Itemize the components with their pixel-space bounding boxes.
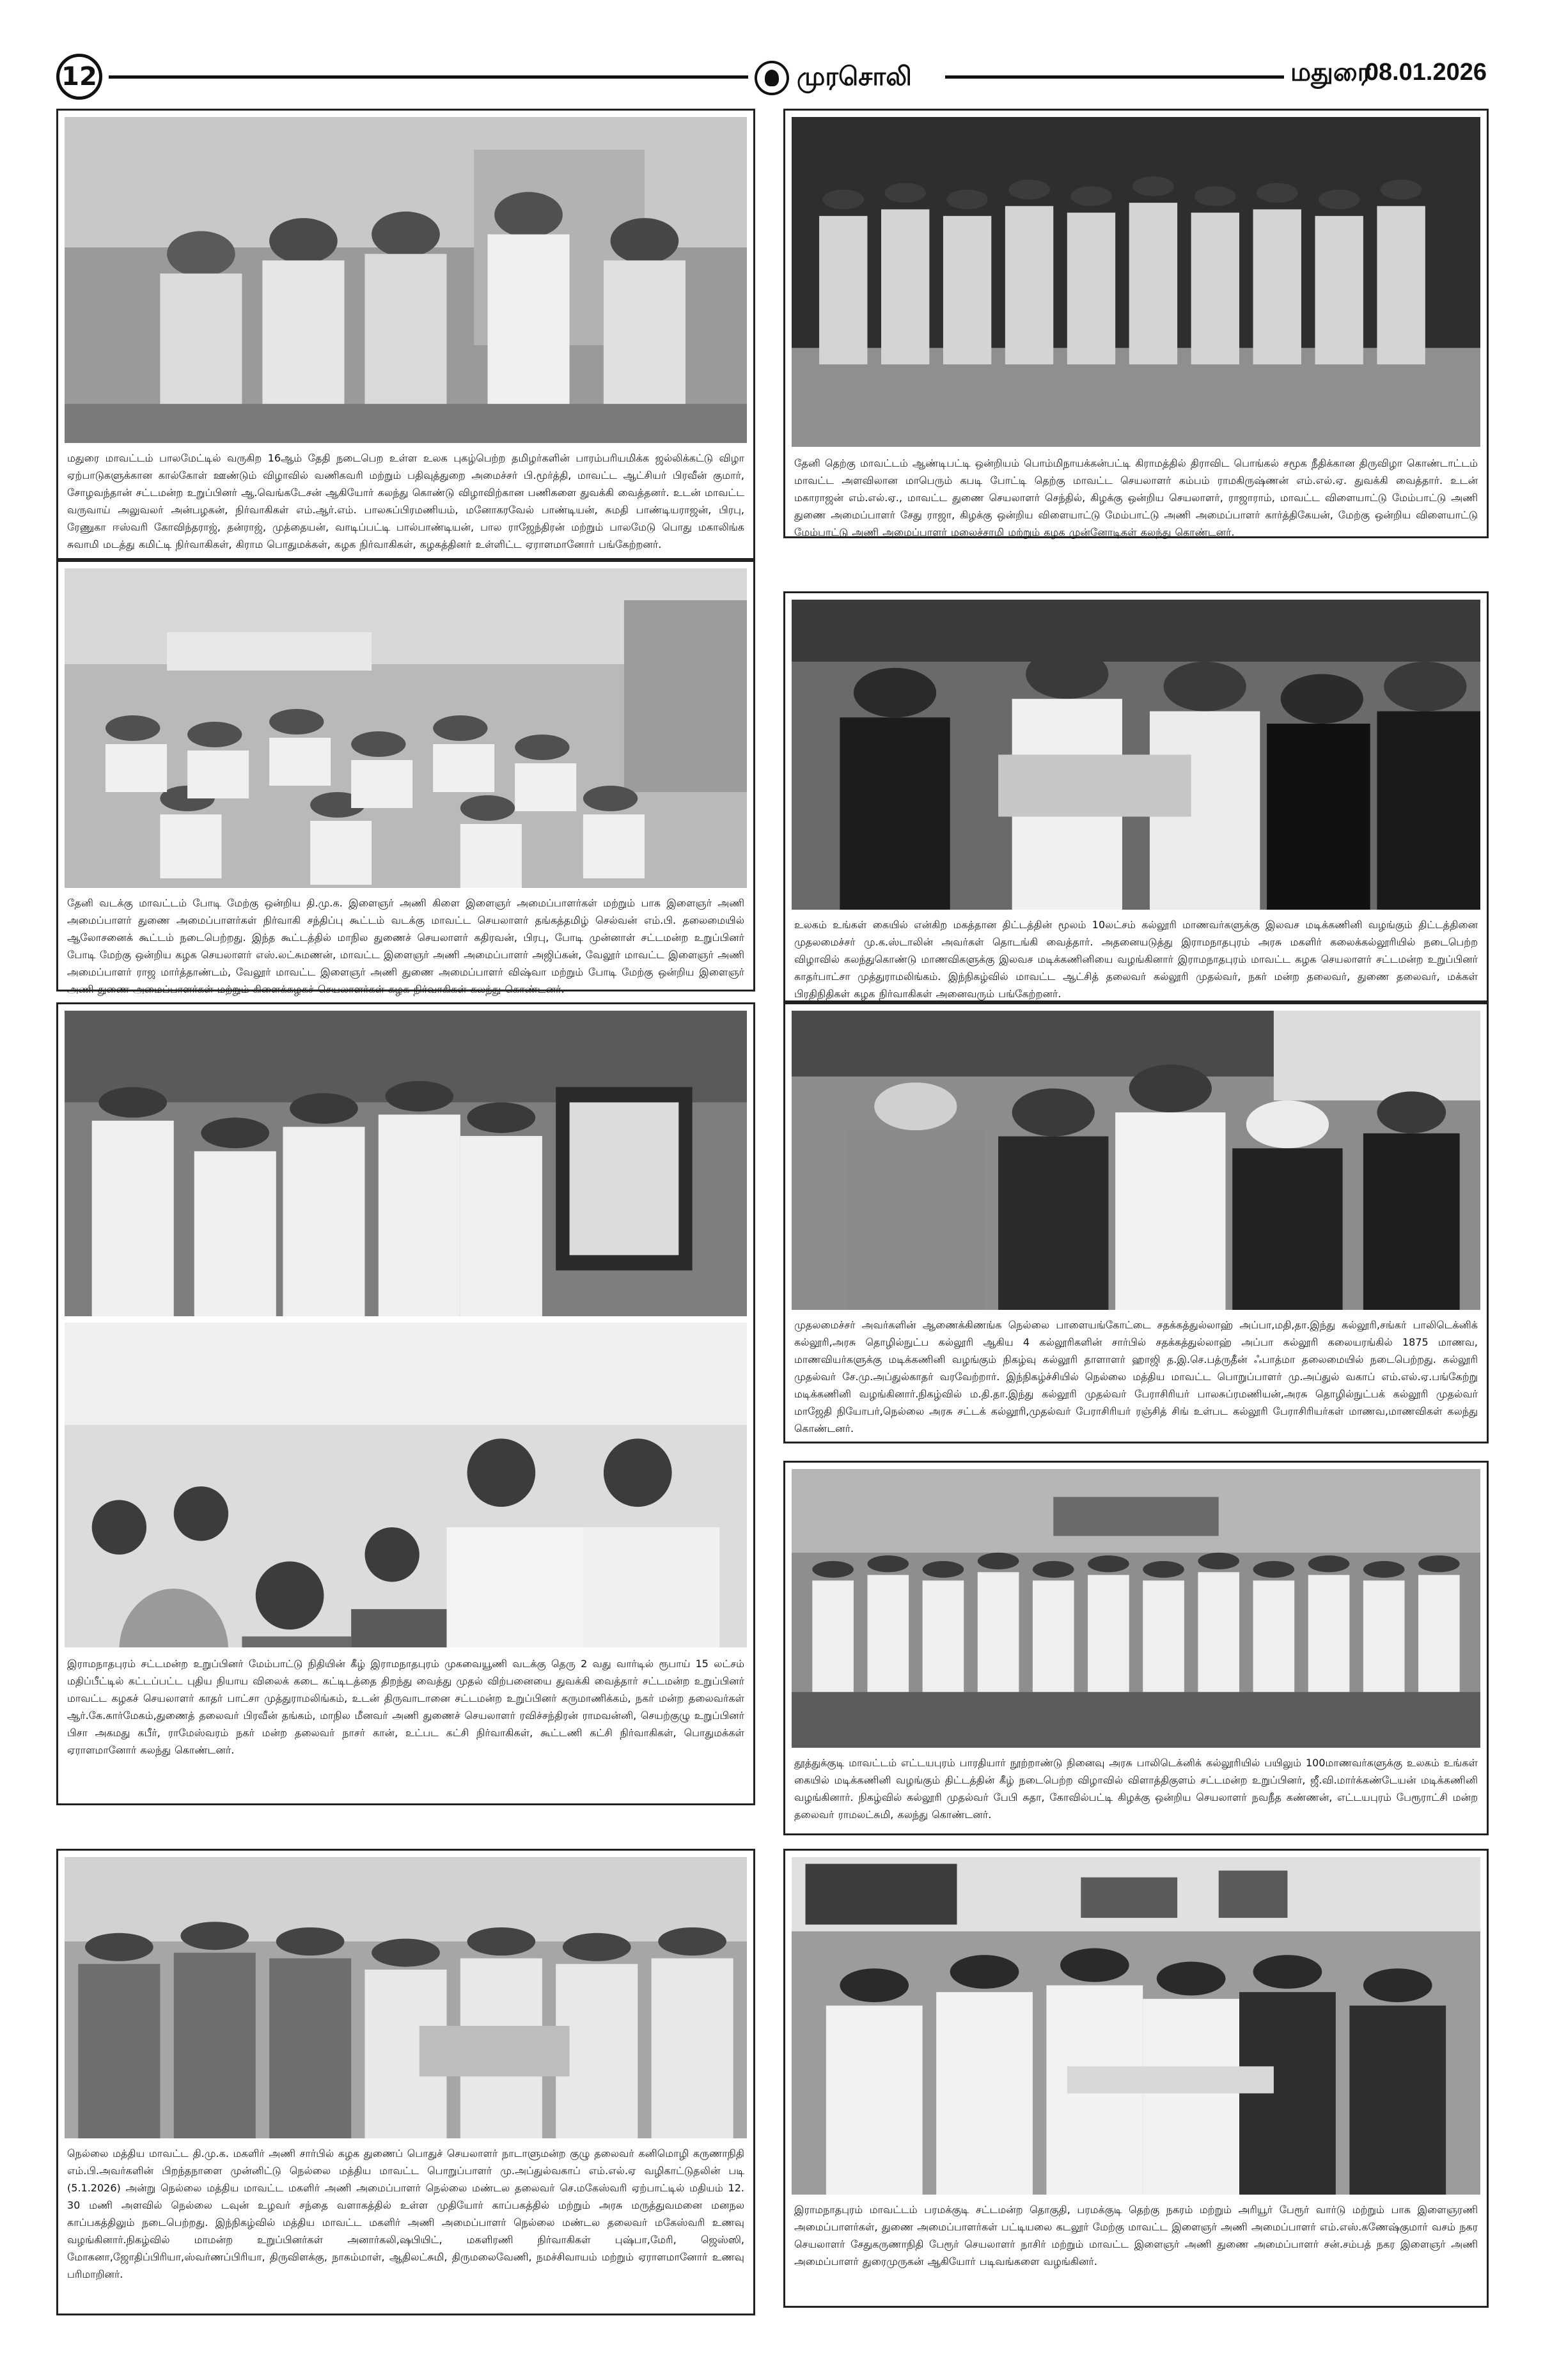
article-photo (65, 117, 747, 443)
article-1 (56, 109, 755, 560)
issue-date: 08.01.2026 (1365, 59, 1487, 86)
news-photo-image (65, 1011, 747, 1316)
news-photo-image (65, 568, 747, 888)
news-photo-image (792, 600, 1480, 910)
brand (755, 58, 912, 98)
article-photo (65, 1011, 747, 1316)
article-5 (56, 1002, 755, 1805)
article-photo (792, 1857, 1480, 2195)
article-3 (56, 560, 755, 995)
article-caption: தூத்துக்குடி மாவட்டம் எட்டயபுரம் பாரதியார் நூற்றாண்டு நினைவு அரசு பாலிடெக்னிக் கல்லூரியில் பயிலும் 100மாணவர்களுக்கு உலகம் உங்கள் கையில் மடிக்கணினி வழங்கும் திட்டத்தின் கீழ் நடைபெற்ற விழாவில் விளாத்திகுளம் சட்டமன்ற உறுப்பினர், ஜீ.வி.மார்க்கண்டேயன் மடிக்கணினி வழங்கினார். நிகழ்வில் கல்லூரி முதல்வர் பேபி சுதா, கோவில்பட்டி கிழக்கு ஒன்றிய செயலாளர் நவநீத கண்ணன், எட்டயபுரம் பேரூராட்சி மன்ற தலைவர் ராமலட்சுமி, கலந்து கொண்டனர். (794, 1757, 1478, 1821)
article-photo (792, 117, 1480, 447)
page-number-badge: 12 (56, 54, 102, 100)
article-caption: இராமநாதபுரம் மாவட்டம் பரமக்குடி சட்டமன்ற தொகுதி, பரமக்குடி தெற்கு நகரம் மற்றும் அரியூர் பேரூர் வார்டு மற்றும் பாக இளைஞரணி அமைப்பாளர்கள், துணை அமைப்பாளர்கள் பட்டியலை கடலூர் மேற்கு மாவட்ட இளைஞர் அணி அமைப்பாளர் எம்.எஸ்.கணேஷ்குமார் வசம் நகர செயலாளர் சேதுகருணாநிதி பேரூர் செயலாளர் நாசிர் மற்றும் மாவட்ட இளைஞர் அணி துணை அமைப்பாளர் சன்.சம்பத் நகர இளைஞர் அணி அமைப்பாளர் துரைமுருகன் ஆகியோர் படிவங்களை வழங்கினர். (794, 2204, 1478, 2267)
article-7 (783, 1461, 1489, 1835)
article-2 (783, 109, 1489, 538)
article-6 (783, 1002, 1489, 1443)
news-photo-image (65, 1857, 747, 2138)
news-photo-image (792, 1011, 1480, 1310)
murasoli-logo-icon (755, 61, 789, 95)
news-photo-image (792, 117, 1480, 447)
article-caption: மதுரை மாவட்டம் பாலமேட்டில் வருகிற 16ஆம் தேதி நடைபெற உள்ள உலக புகழ்பெற்ற தமிழர்களின் பாரம்பரியமிக்க ஜல்லிக்கட்டு விழா ஏற்பாடுகளுக்கான கால்கோள் ஊண்டும் விழாவில் வணிகவரி மற்றும் பதிவுத்துறை அமைச்சர் பி.மூர்த்தி, மாவட்ட ஆட்சியர் பிரவீன் குமார், சோழவந்தான் சட்டமன்ற உறுப்பினர் ஆ.வெங்கடேசன் ஆகியோர் கலந்து கொண்டு விழாவிற்கான பணிகளை துவக்கி வைத்தனர். உடன் மாவட்ட வருவாய் அலுவலர் அன்பழகன், நிர்வாகிகள் எம்.ஆர்.எம். பாலசுப்பிரமணியம், மனோகரவேல் பாண்டியன், சுமதி பாண்டியராஜன், பிரபு, ரேணுகா ஈஸ்வரி கோவிந்தராஜ், தன்ராஜ், முத்தையன், வாடிப்பட்டி பால்பாண்டியன், பால ராஜேந்திரன் மற்றும் பாலமேடு பொது மகாலிங்க சுவாமி மடத்து கமிட்டி நிர்வாகிகள், கிராம பொதுமக்கள், கழக நிர்வாகிகள், கழகத்தினர் உள்ளிட்ட ஏராளமானோர் பங்கேற்றனர். (67, 452, 744, 550)
article-caption: முதலமைச்சர் அவர்களின் ஆணைக்கிணங்க நெல்லை பாளையங்கோட்டை சதக்கத்துல்லாஹ் அப்பா,மதி,தா.இந்து கல்லூரி,சங்கர் பாலிடெக்னிக் கல்லூரி,அரசு தொழில்நுட்ப கல்லூரி ஆகிய 4 கல்லூரிகளின் சார்பில் சதக்கத்துல்லாஹ் அப்பா கல்லூரி கலையரங்கில் 1875 மாணவ, மாணவியர்களுக்கு மடிக்கணினி வழங்கும் நிகழ்வு கல்லூரி தாளாளர் ஹாஜி த.இ.செ.பத்ருதீன் ஃபாத்மா தலைமையில் நடைபெற்றது. கல்லூரி முதல்வர் சே.மு.அப்துல்காதர் வரவேற்றார். இந்நிகழ்ச்சியில் நெல்லை மத்திய மாவட்ட பொறுப்பாளர் மு.அப்துல் வகாப் எம்.எல்.ஏ.பங்கேற்று மடிக்கணினி வழங்கினார்.நிகழ்வில் ம.தி.தா.இந்து கல்லூரி முதல்வர் பேராசிரியர் பாலசுப்ரமணியன்,அரசு தொழில்நுட்பக் கல்லூரி முதல்வர் மாஜேதி நியோபர்,நெல்லை அரசு சட்டக் கல்லூரி,முதல்வர் பேராசிரியர் ரஞ்சித் சிங் உள்பட கல்லூரி பேராசிரியர்கள் மாணவ,மாணவிகள் கலந்து கொண்டனர். (794, 1319, 1478, 1435)
news-photo-image (792, 1469, 1480, 1748)
article-caption: தேனி வடக்கு மாவட்டம் போடி மேற்கு ஒன்றிய தி.மு.க. இளைஞர் அணி கிளை இளைஞர் அமைப்பாளர்கள் மற்றும் பாக இளைஞர் அணி அமைப்பாளர் துணை அமைப்பாளர்கள் நிர்வாகி சந்திப்பு கூட்டம் வடக்கு மாவட்ட செயலாளர் தங்கத்தமிழ் செல்வன் எம்.பி. தலைமையில் ஆலோசனைக் கூட்டம் நடைபெற்றது. இந்த கூட்டத்தில் மாநில துணைச் செயலாளர் கதிரவன், பிரபு, போடி முன்னாள் சட்டமன்ற உறுப்பினர் போடி மேற்கு ஒன்றிய கழக செயலாளர் எஸ்.லட்சுமணன், மாவட்ட இளைஞர் அணி அமைப்பாளர் அஜிப்கன், வேலூர் மாவட்ட இளைஞர் அணி அமைப்பாளர் ராஜ மார்த்தாண்டம், வேலூர் மாவட்ட இளைஞர் அணி துணை அமைப்பாளர் விஷ்வா மற்றும் போடி மேற்கு ஒன்றிய இளைஞர் அணி துணை அமைப்பாளர்கள் மற்றும் கிளைக்கழகச் செயலாளர்கள் கழக நிர்வாகிகள் கலந்து கொண்டனர். (67, 897, 744, 995)
article-caption: உலகம் உங்கள் கையில் என்கிற மகத்தான திட்டத்தின் மூலம் 10லட்சம் கல்லூரி மாணவர்களுக்கு இலவச மடிக்கணினி வழங்கும் திட்டத்தினை முதலமைச்சர் மு.க.ஸ்டாலின் அவர்கள் தொடங்கி வைத்தார். அதனையடுத்து இராமநாதபுரம் அரசு மகளிர் கலைக்கல்லூரியில் நடைபெற்ற விழாவில் கலந்துகொண்டு மாணவிகளுக்கு இலவச மடிக்கணினியை வழங்கினார் இராமநாதபுரம் மாவட்ட கழக செயலாளர் சட்டமன்ற உறுப்பினர் காதர்பாட்சா முத்துராமலிங்கம். இந்நிகழ்வில் மாவட்ட ஆட்சித் தலைவர் கல்லூரி முதல்வர், நகர் மன்ற தலைவர், துணை தலைவர், மக்கள் பிரதிநிதிகள் கழக நிர்வாகிகள் அனைவரும் பங்கேற்றனர். (794, 919, 1478, 1000)
masthead-rule-left (109, 75, 748, 79)
article-8 (56, 1849, 755, 2315)
masthead-title: முரசொலி (797, 61, 912, 91)
masthead-rule-right (945, 75, 1284, 79)
edition-city: மதுரை (1290, 58, 1371, 87)
article-photo (65, 1857, 747, 2138)
article-photo (792, 1011, 1480, 1310)
news-photo-image (792, 1857, 1480, 2195)
masthead (56, 51, 1487, 102)
article-caption: தேனி தெற்கு மாவட்டம் ஆண்டிபட்டி ஒன்றியம் பொம்மிநாயக்கன்பட்டி கிராமத்தில் திராவிட பொங்கல் சமூக நீதிக்கான திருவிழா கொண்டாட்டம் மாவட்ட அளவிலான மாபெரும் கபடி போட்டி தெற்கு மாவட்ட செயலாளர் கம்பம் ராமகிருஷ்ணன் எம்.எல்.ஏ. துவக்கி வைத்தார். உடன் மகாராஜன் எம்.எல்.ஏ., மாவட்ட துணை செயலாளர் செந்தில், கிழக்கு ஒன்றிய செயலாளர், ராஜாராம், மாவட்ட விளையாட்டு மேம்பாட்டு அணி துணை அமைப்பாளர் சேது ராஜா, கிழக்கு ஒன்றிய விளையாட்டு மேம்பாட்டு அணி அமைப்பாளர் கார்த்திகேயன், மேற்கு ஒன்றிய விளையாட்டு மேம்பாட்டு அணி அமைப்பாளர் மலைச்சாமி மற்றும் கழக முன்னோடிகள் கலந்து கொண்டனர். (794, 457, 1478, 538)
article-photo (792, 1469, 1480, 1748)
article-photo (65, 568, 747, 888)
article-caption: நெல்லை மத்திய மாவட்ட தி.மு.க. மகளிர் அணி சார்பில் கழக துணைப் பொதுச் செயலாளர் நாடாளுமன்ற குழு தலைவர் கனிமொழி கருணாநிதி எம்.பி.அவர்களின் பிறந்தநாளை முன்னிட்டு நெல்லை மத்திய மாவட்ட பொறுப்பாளர் மு.அப்துல்வகாப் எம்.எல்.ஏ வழிகாட்டுதலின் படி (5.1.2026) அன்று நெல்லை மத்திய மாவட்ட மகளிர் அணி அமைப்பாளர் நெல்லை மண்டல தலைவர் செ.மகேஸ்வரி ஏற்பாட்டில் மதியம் 12. 30 மணி அளவில் நெல்லை டவுன் உழவர் சந்தை வளாகத்தில் உள்ள முதியோர் காப்பகத்தில் மற்றும் அரசு மருத்துவமனை மனநல காப்பகத்திலும் நடைபெற்றது. இந்நிகழ்வில் மத்திய மாவட்ட மகளிர் அணி அமைப்பாளர் நெல்லை மண்டல தலைவர் மகேஸ்வரி உணவு வழங்கினார்.நிகழ்வில் மாமன்ற உறுப்பினர்கள் அனார்கலி,ஷபியிட், மகளிரணி நிர்வாகிகள் புஷ்பா,மேரி, ஜெஸ்ஸி, மோகனா,ஜோதிப்பிரியா,ஸ்வர்ணப்பிரியா, திருவிளக்கு, நாகம்மாள், ஆதிலட்சுமி, திருமலைவேணி, நமச்சிவாயம் மற்றும் ஏராளமானோர் உணவு பரிமாறினர். (67, 2147, 744, 2280)
article-caption: இராமநாதபுரம் சட்டமன்ற உறுப்பினர் மேம்பாட்டு நிதியின் கீழ் இராமநாதபுரம் முகவையூணி வடக்கு தெரு 2 வது வார்டில் ரூபாய் 15 லட்சம் மதிப்பீட்டில் கட்டப்பட்ட புதிய நியாய விலைக் கடை கட்டிடத்தை திறந்து வைத்து முதல் விற்பனையை துவக்கி வைத்தார் சட்டமன்ற உறுப்பினர் மாவட்ட கழகச் செயலாளர் காதர் பாட்சா முத்துராமலிங்கம், உடன் திருவாடானை சட்டமன்ற உறுப்பினர் கருமாணிக்கம், நகர் மன்ற தலைவர்கள் ஆர்.கே.கார்மேகம்,துணைத் தலைவர் பிரவீன் தங்கம், மாநில மீனவர் அணி துணைச் செயலாளர் ரவிச்சந்திரன் ராமவன்னி, செயற்குழு உறுப்பினர் பிசா அகமது கபீர், ராமேஸ்வரம் நகர் மன்ற தலைவர் நாசர் கான், உட்பட கட்சி நிர்வாகிகள், கூட்டணி கட்சி நிர்வாகிகள், பொதுமக்கள் ஏராளமானோர் கலந்து கொண்டனர். (67, 1658, 745, 1756)
article-9 (783, 1849, 1489, 2308)
article-photo-secondary (65, 1323, 747, 1647)
news-photo-image (65, 117, 747, 443)
news-photo-image (65, 1323, 747, 1647)
article-photo (792, 600, 1480, 910)
article-4 (783, 591, 1489, 1002)
